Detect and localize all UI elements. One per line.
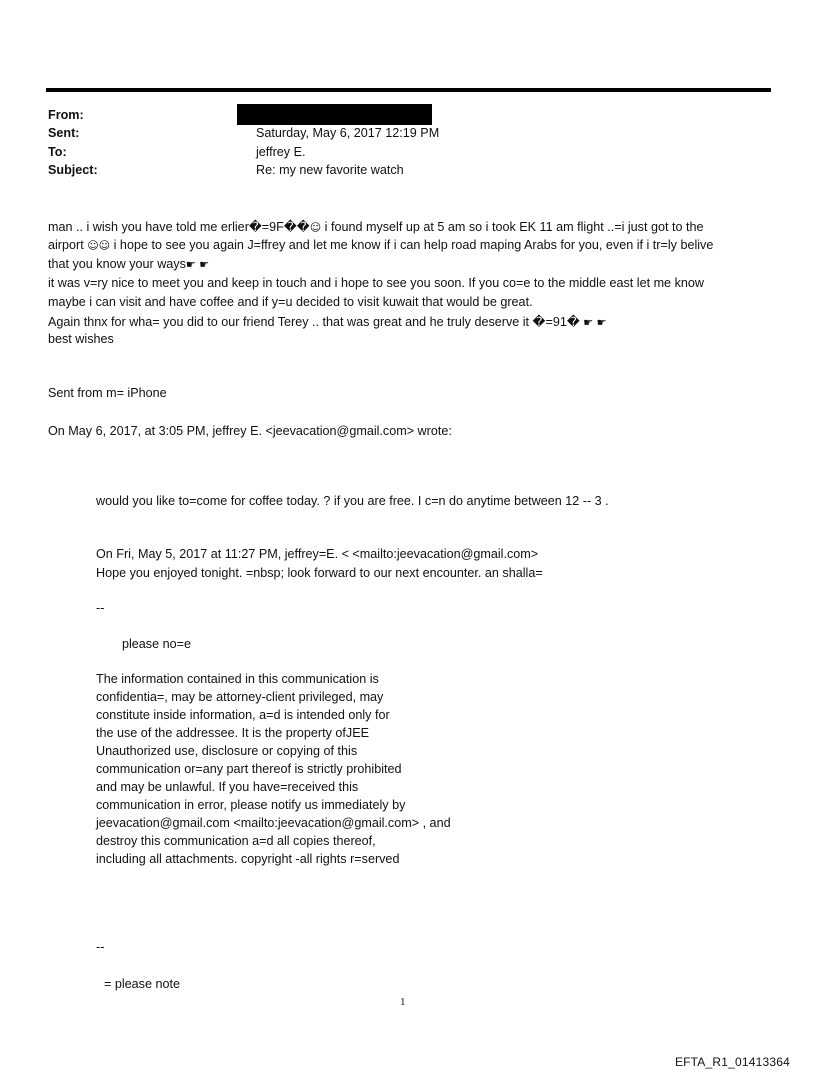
subject-label: Subject: [48, 163, 98, 177]
disclaimer-line: including all attachments. copyright -all rights r=served [96, 852, 400, 866]
message-line-2a: airport [48, 238, 88, 252]
disclaimer-line: the use of the addressee. It is the property ofJEE [96, 726, 370, 740]
smile-emoji-icon: ☺ [87, 239, 99, 252]
message-line-1 [48, 219, 703, 234]
quoted-fri-header: On Fri, May 5, 2017 at 11:27 PM, jeffrey=E. < <mailto:jeevacation@gmail.com> [96, 547, 539, 561]
to-value: jeffrey E. [256, 145, 306, 159]
from-label: From: [48, 108, 84, 122]
disclaimer-line: communication or=any part thereof is strictly prohibited [96, 762, 402, 776]
message-line-6 [48, 314, 607, 329]
quoted-dashes-2: -- [96, 940, 105, 954]
message-line-5: maybe i can visit and have coffee and if y=u decided to visit kuwait that would be great. [48, 295, 533, 309]
page-number: 1 [400, 996, 406, 1008]
disclaimer-line: destroy this communication a=d all copies thereof, [96, 834, 376, 848]
smile-emoji-icon: ☺ [309, 221, 322, 234]
sent-from-line: Sent from m= iPhone [48, 386, 167, 400]
on-wrote-line: On May 6, 2017, at 3:05 PM, jeffrey E. <jeevacation@gmail.com> wrote: [48, 424, 452, 438]
sent-value: Saturday, May 6, 2017 12:19 PM [256, 126, 440, 140]
message-line-4: it was v=ry nice to meet you and keep in touch and i hope to see you soon. If you co=e to the middle east let me know [48, 276, 704, 290]
header-rule [46, 88, 771, 92]
message-line-7: best wishes [48, 332, 114, 346]
message-line-2b: i hope to see you again J=ffrey and let me know if i can help road maping Arabs for you, even if i tr=ly belive [110, 238, 714, 252]
disclaimer-line: communication in error, please notify us immediately by [96, 798, 406, 812]
message-line-2 [48, 238, 713, 252]
redacted-sender [237, 104, 432, 125]
disclaimer-line: The information contained in this communication is [96, 672, 379, 686]
quoted-please-note-1: please no=e [122, 637, 191, 651]
quoted-dashes-1: -- [96, 601, 105, 615]
message-line-6-text: Again thnx for wha= you did to our friend Terey .. that was great and he truly deserve it �=91� [48, 315, 580, 329]
message-line-3 [48, 257, 209, 271]
message-line-3-text: that you know your ways [48, 257, 186, 271]
pointing-hand-icon: ☛ [583, 316, 594, 329]
bates-number: EFTA_R1_01413364 [674, 1055, 790, 1069]
disclaimer-line: and may be unlawful. If you have=received this [96, 780, 359, 794]
disclaimer-line: Unauthorized use, disclosure or copying of this [96, 744, 358, 758]
to-label: To: [48, 145, 67, 159]
pointing-hand-icon: ☛ [199, 258, 210, 271]
quoted-hope-line: Hope you enjoyed tonight. =nbsp; look forward to our next encounter. an shalla= [96, 566, 543, 580]
disclaimer-line: constitute inside information, a=d is intended only for [96, 708, 390, 722]
pointing-hand-icon: ☛ [596, 316, 607, 329]
message-line-1b: i found myself up at 5 am so i took EK 11 am flight ..=i just got to the [321, 220, 704, 234]
sent-label: Sent: [48, 126, 80, 140]
disclaimer-line: jeevacation@gmail.com <mailto:jeevacation@gmail.com> , and [96, 816, 451, 830]
message-line-1a: man .. i wish you have told me erlier�=9F�� [48, 220, 310, 234]
quoted-please-note-2: = please note [104, 977, 180, 991]
pointing-hand-icon: ☛ [185, 258, 196, 271]
subject-value: Re: my new favorite watch [256, 163, 404, 177]
disclaimer-line: confidentia=, may be attorney-client privileged, may [96, 690, 384, 704]
smile-emoji-icon: ☺ [98, 239, 111, 252]
quoted-coffee-line: would you like to=come for coffee today. ? if you are free. I c=n do anytime between 12 -- 3 . [96, 494, 609, 508]
